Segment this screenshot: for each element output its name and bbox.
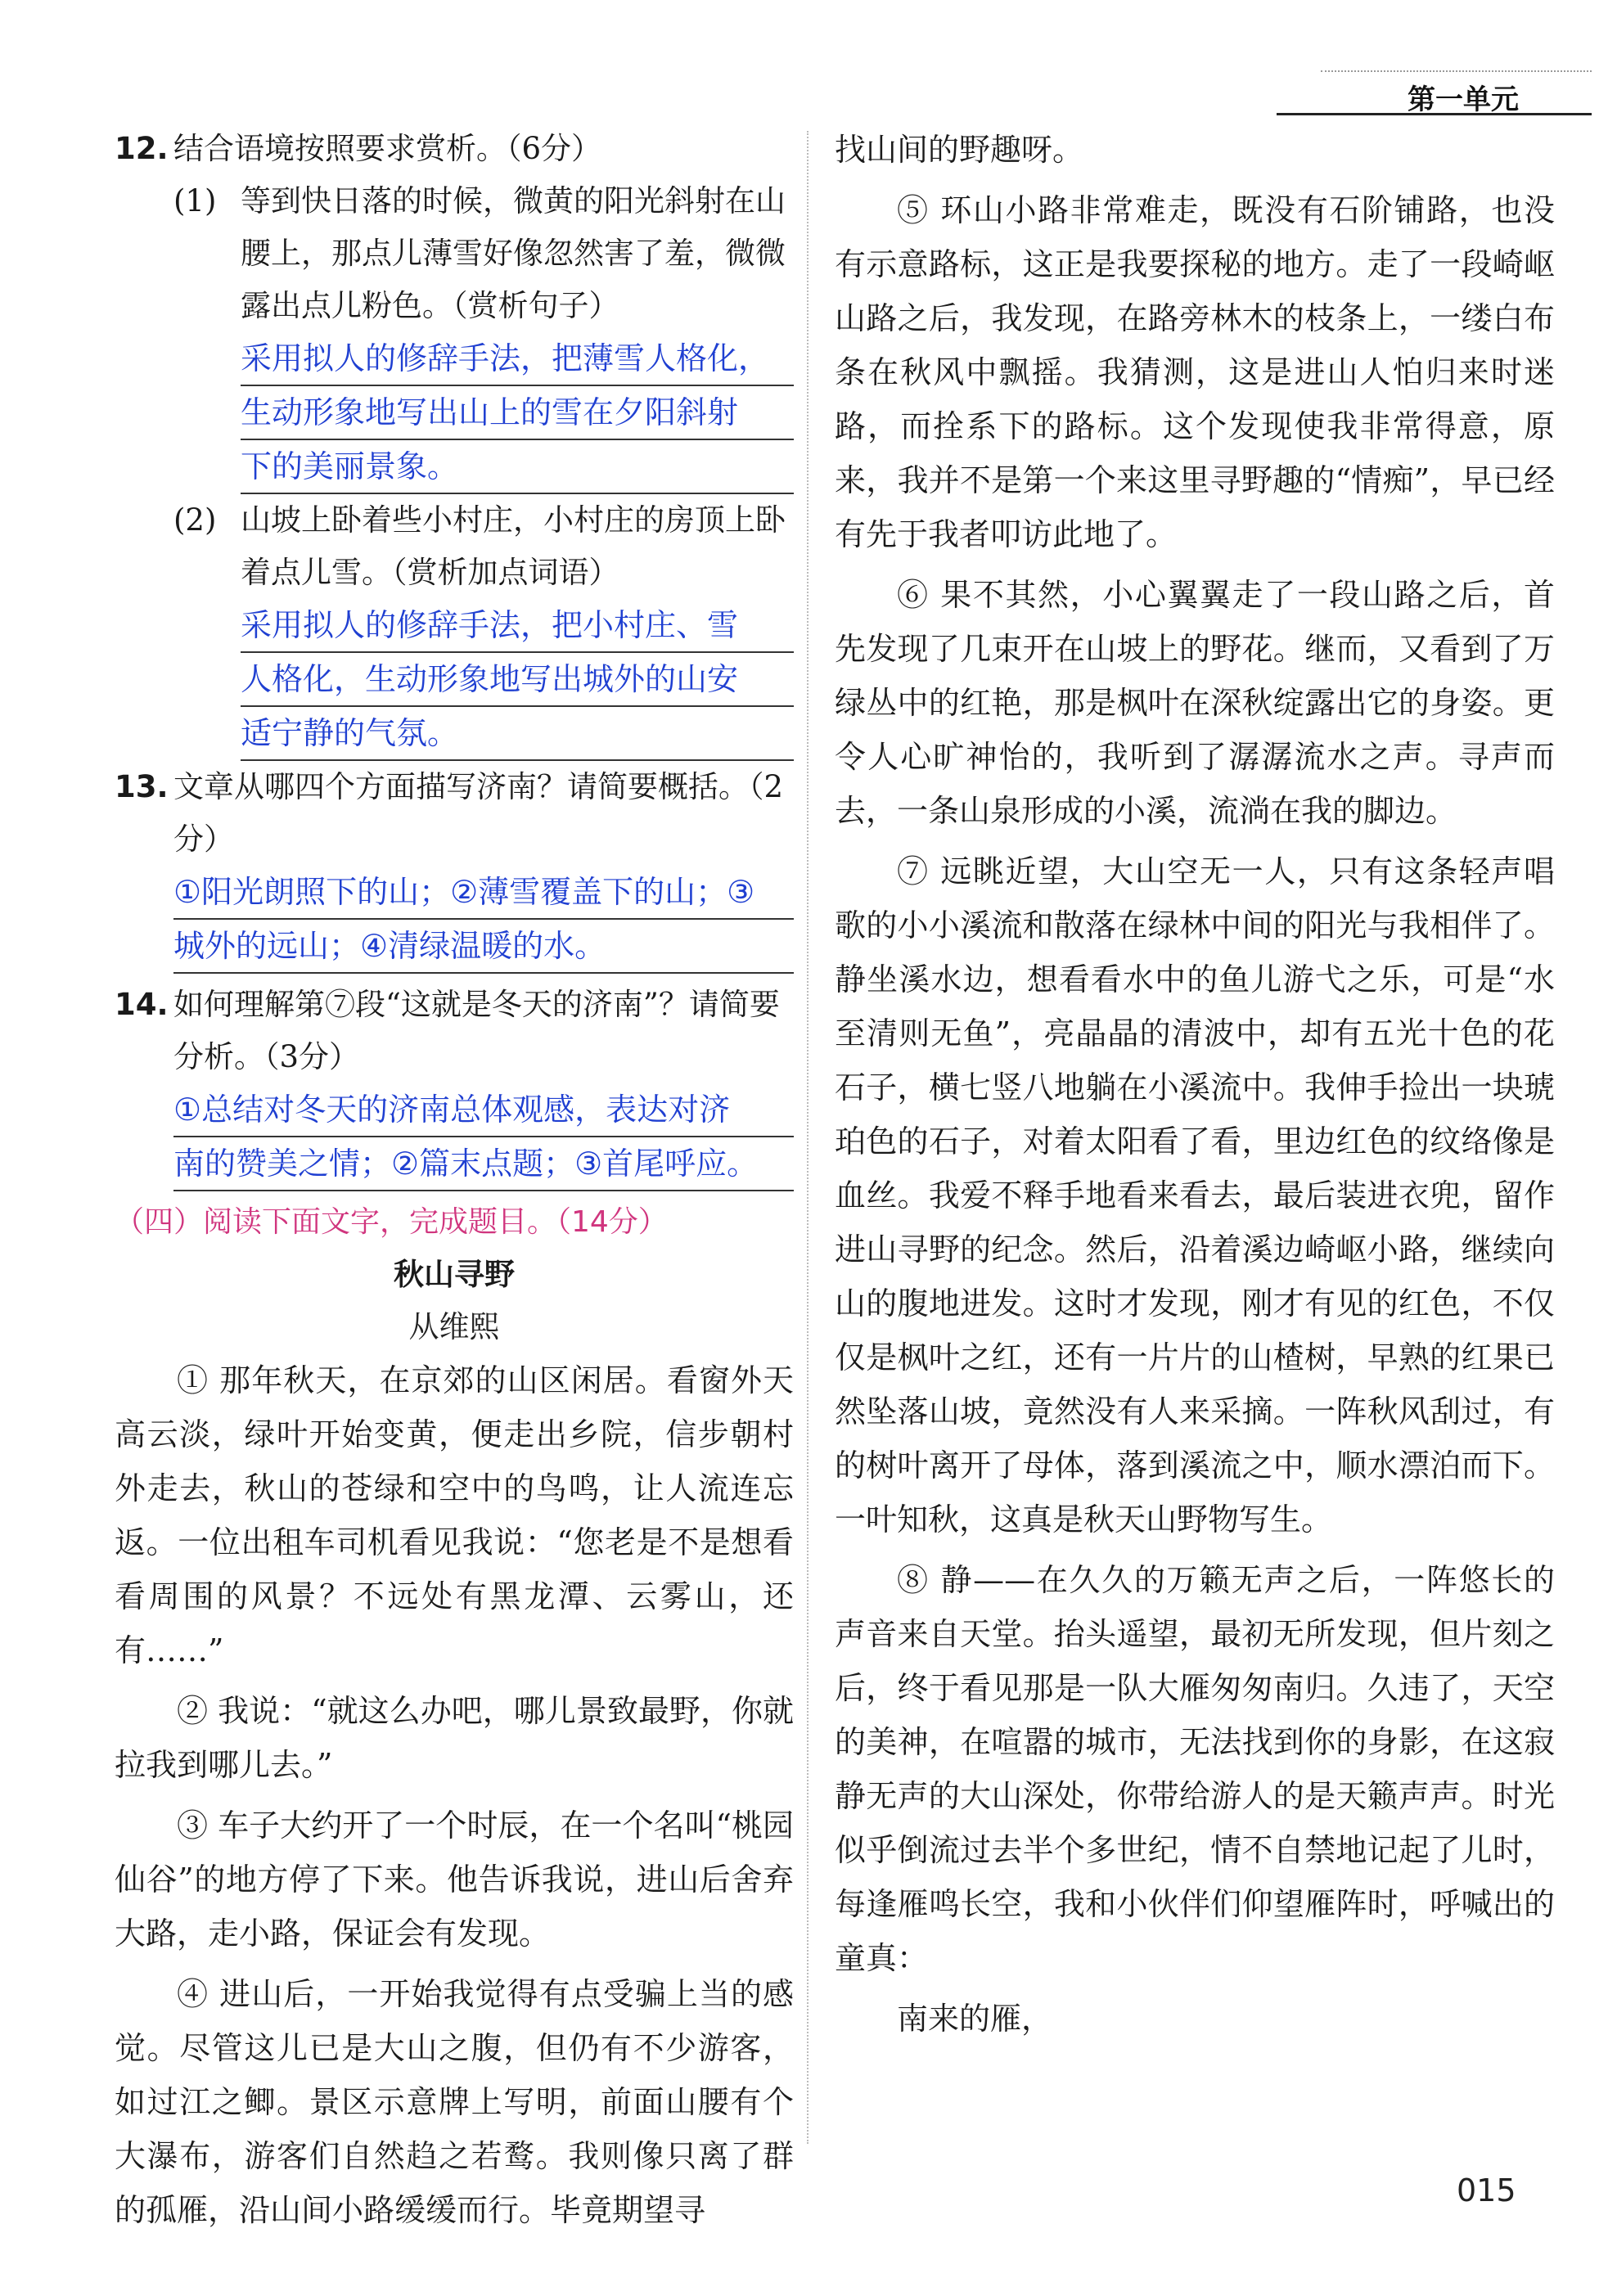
paragraph-3: ③ 车子大约开了一个时辰，在一个名叫“桃园仙谷”的地方停了下来。他告诉我说，进山后舍弃大路，走小路，保证会有发现。 <box>115 1808 794 1952</box>
header-dotted-line <box>1321 70 1592 72</box>
answer-14 <box>173 1083 794 1191</box>
paragraph-2: ② 我说：“就这么办吧，哪儿景致最野，你就拉我到哪儿去。” <box>115 1693 794 1783</box>
answer-line: 生动形象地写出山上的雪在夕阳斜射 <box>241 386 794 440</box>
paragraph-6: ⑥ 果不其然，小心翼翼走了一段山路之后，首先发现了几束开在山坡上的野花。继而，又看到了万绿丛中的红艳，那是枫叶在深秋绽露出它的身姿。更令人心旷神怡的，我听到了潺潺流水之声。寻声而去，一条山泉形成的小溪，流淌在我的脚边。 <box>835 577 1555 829</box>
part-text: 山坡上卧着些小村庄，小村庄的房顶上卧着点儿雪。（赏析加点词语） <box>241 502 786 590</box>
part-label: (1) <box>173 183 217 218</box>
column-divider <box>807 131 809 2144</box>
answer-13 <box>173 866 794 974</box>
left-column <box>115 123 794 2244</box>
article-title: 秋山寻野 <box>394 1257 515 1292</box>
paragraph-4-continued: 找山间的野趣呀。 <box>835 132 1084 168</box>
part-label: (2) <box>173 502 217 538</box>
answer-12-2 <box>241 599 794 761</box>
paragraph-4: ④ 进山后，一开始我觉得有点受骗上当的感觉。尽管这儿已是大山之腹，但仍有不少游客，如过江之鲫。景区示意牌上写明，前面山腰有个大瀑布，游客们自然趋之若鹜。我则像只离了群的孤雁，沿山间小路缓缓而行。毕竟期望寻 <box>115 1976 794 2228</box>
paragraph-5: ⑤ 环山小路非常难走，既没有石阶铺路，也没有示意路标，这正是我要探秘的地方。走了一段崎岖山路之后，我发现，在路旁林木的枝条上，一缕白布条在秋风中飘摇。我猜测，这是进山人怕归来时迷路，而拴系下的路标。这个发现使我非常得意，原来，我并不是第一个来这里寻野趣的“情痴”，早已经有先于我者叩访此地了。 <box>835 192 1555 552</box>
article-author: 从维熙 <box>408 1309 500 1344</box>
paragraph-8: ⑧ 静——在久久的万籁无声之后，一阵悠长的声音来自天堂。抬头遥望，最初无所发现，但片刻之后，终于看见那是一队大雁匆匆南归。久违了，天空的美神，在喧嚣的城市，无法找到你的身影，在这寂静无声的大山深处，你带给游人的是天籁声声。时光似乎倒流过去半个多世纪，情不自禁地记起了儿时，每逢雁鸣长空，我和小伙伴们仰望雁阵时，呼喊出的童真： <box>835 1562 1555 1976</box>
question-13 <box>115 761 794 866</box>
paragraph-1: ① 那年秋天，在京郊的山区闲居。看窗外天高云淡，绿叶开始变黄，便走出乡院，信步朝村外走去，秋山的苍绿和空中的鸟鸣，让人流连忘返。一位出租车司机看见我说：“您老是不是想看看周围的风景？不远处有黑龙潭、云雾山，还有……” <box>115 1362 794 1668</box>
question-12 <box>115 123 794 175</box>
paragraph-7: ⑦ 远眺近望，大山空无一人，只有这条轻声唱歌的小小溪流和散落在绿林中间的阳光与我相伴了。静坐溪水边，想看看水中的鱼儿游弋之乐，可是“水至清则无鱼”，亮晶晶的清波中，却有五光十色的花石子，横七竖八地躺在小溪流中。我伸手捡出一块琥珀色的石子，对着太阳看了看，里边红色的纹络像是血丝。我爱不释手地看来看去，最后装进衣兜，留作进山寻野的纪念。然后，沿着溪边崎岖小路，继续向山的腹地进发。这时才发现，刚才有见的红色，不仅仅是枫叶之红，还有一片片的山楂树，早熟的红果已然坠落山坡，竟然没有人来采摘。一阵秋风刮过，有的树叶离开了母体，落到溪流之中，顺水漂泊而下。一叶知秋，这真是秋天山野物写生。 <box>835 853 1555 1537</box>
answer-line: 下的美丽景象。 <box>241 440 794 494</box>
answer-line: ①总结对冬天的济南总体观感，表达对济 <box>173 1083 794 1137</box>
question-number: 14. <box>115 987 169 1022</box>
unit-header <box>1277 61 1592 115</box>
page-number: 015 <box>1457 2172 1516 2208</box>
question-prompt: 结合语境按照要求赏析。（6分） <box>173 131 602 166</box>
answer-line: ①阳光朗照下的山；②薄雪覆盖下的山；③ <box>173 866 794 920</box>
question-prompt: 如何理解第⑦段“这就是冬天的济南”？请简要分析。（3分） <box>173 987 780 1074</box>
section-heading: （四）阅读下面文字，完成题目。（14分） <box>115 1205 668 1239</box>
answer-12-1 <box>241 332 794 494</box>
question-number: 13. <box>115 769 169 804</box>
question-number: 12. <box>115 131 169 166</box>
poem-line: 南来的雁， <box>897 2001 1053 2037</box>
part-text: 等到快日落的时候，微黄的阳光斜射在山腰上，那点儿薄雪好像忽然害了羞，微微露出点儿粉色。（赏析句子） <box>241 183 786 323</box>
answer-line: 适宁静的气氛。 <box>241 707 794 761</box>
header-rule <box>1277 113 1592 115</box>
right-column <box>835 123 1555 2052</box>
answer-line: 南的赞美之情；②篇末点题；③首尾呼应。 <box>173 1137 794 1191</box>
answer-line: 采用拟人的修辞手法，把小村庄、雪 <box>241 599 794 653</box>
question-prompt: 文章从哪四个方面描写济南？请简要概括。（2分） <box>173 769 784 857</box>
answer-line: 采用拟人的修辞手法，把薄雪人格化， <box>241 332 794 386</box>
unit-label: 第一单元 <box>1408 83 1519 116</box>
answer-line: 城外的远山；④清绿温暖的水。 <box>173 920 794 974</box>
question-14 <box>115 979 794 1083</box>
answer-line: 人格化，生动形象地写出城外的山安 <box>241 653 794 707</box>
question-12-part-1 <box>173 175 794 332</box>
question-12-part-2 <box>173 494 794 599</box>
